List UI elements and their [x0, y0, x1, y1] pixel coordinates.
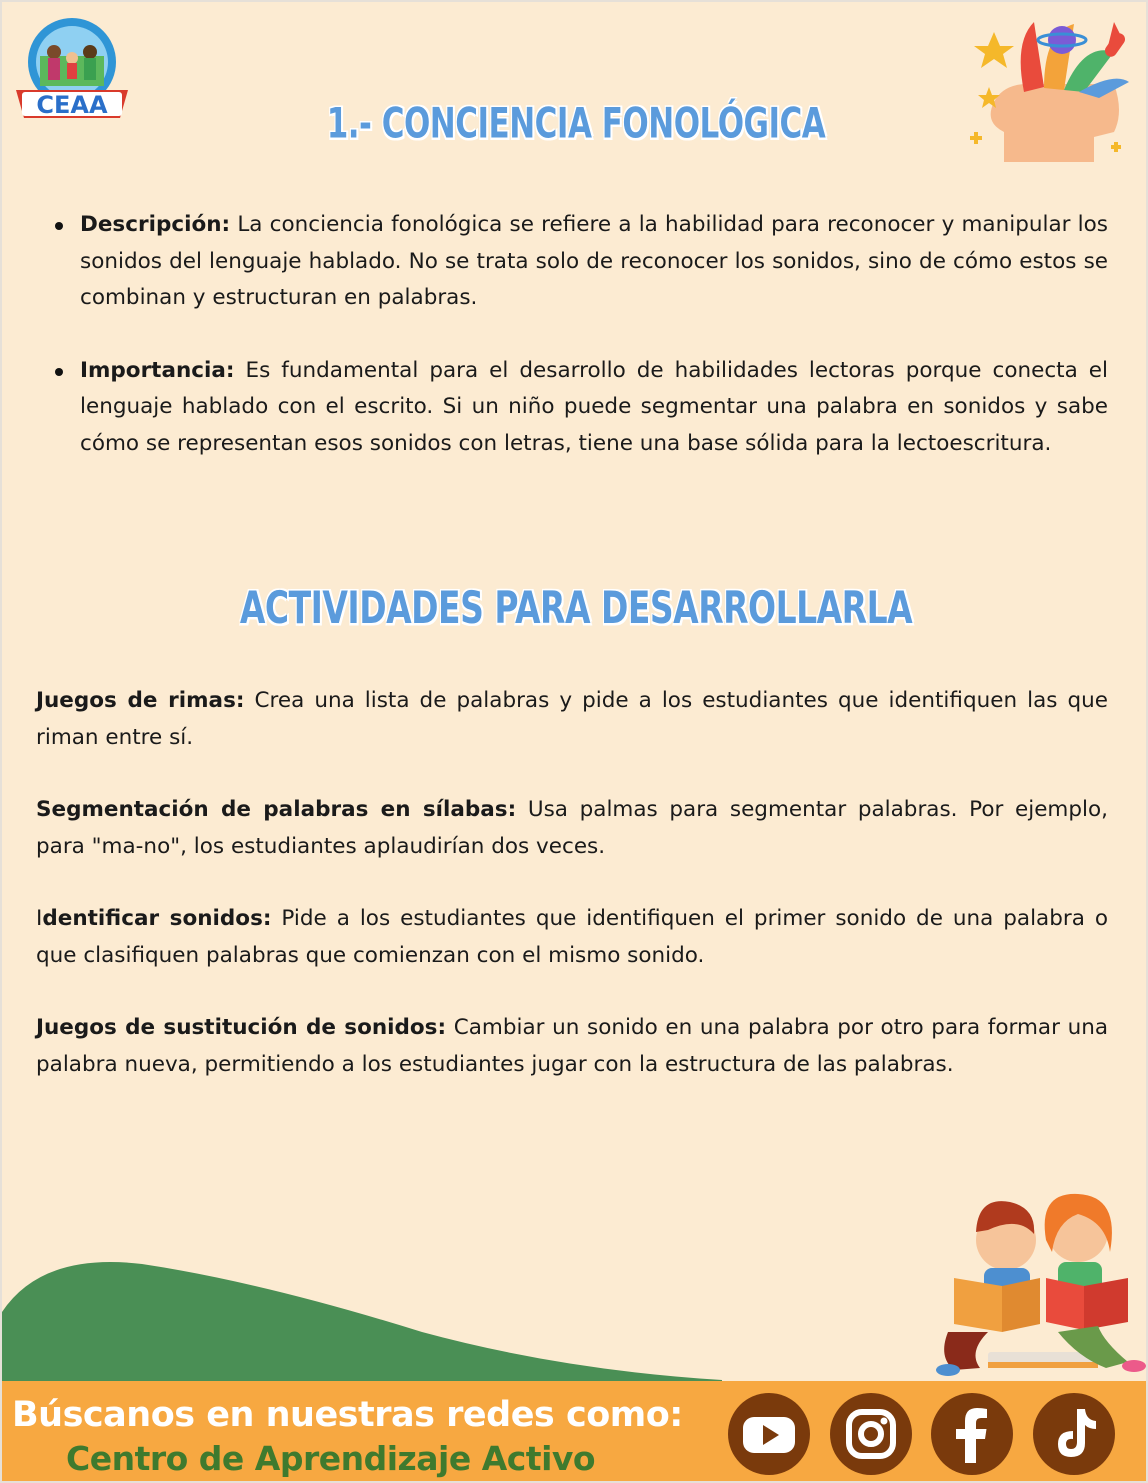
- green-hill-decoration: [2, 1252, 722, 1382]
- activity-rhymes: [36, 683, 1108, 756]
- activity-text: Pide a los estudiantes que identifiquen el primer sonido de una palabra o que clasifiquen palabras que comienzan con el mismo sonido.: [36, 906, 1108, 968]
- facebook-icon[interactable]: [931, 1393, 1013, 1475]
- bullet-text: Es fundamental para el desarrollo de habilidades lectoras porque conecta el lenguaje hablado con el escrito. Si un niño puede segmentar una palabra en sonidos y sabe cómo se representan esos sonidos con letras, tiene una base sólida para la lectoescritura.: [80, 357, 1108, 456]
- logo-text: CEAA: [36, 91, 108, 119]
- info-bullet-list: [52, 207, 1108, 498]
- footer-tagline: Búscanos en nuestras redes como:: [12, 1395, 683, 1435]
- bullet-description: [52, 207, 1108, 317]
- activity-identify-sounds: [36, 901, 1108, 974]
- activity-text: Cambiar un sonido en una palabra por otro para formar una palabra nueva, permitiendo a los estudiantes jugar con la estructura de las palabras.: [36, 1015, 1108, 1077]
- activities-title: ACTIVIDADES PARA DESARROLLARLA: [239, 581, 913, 634]
- activity-label: Juegos de sustitución de sonidos:: [36, 1015, 447, 1040]
- bullet-text: La conciencia fonológica se refiere a la habilidad para reconocer y manipular los sonidos del lenguaje hablado. No se trata solo de reconocer los sonidos, sino de cómo estos se combinan y estructuran en palabras.: [80, 212, 1108, 310]
- activity-syllables: [36, 792, 1108, 865]
- activities-list: [36, 683, 1108, 1119]
- tiktok-icon[interactable]: [1033, 1393, 1115, 1475]
- section-title: 1.- CONCIENCIA FONOLÓGICA: [326, 99, 826, 149]
- activity-label: Juegos de rimas:: [36, 688, 245, 713]
- footer-brand-name: Centro de Aprendizaje Activo: [66, 1439, 596, 1478]
- footer-bar: [2, 1381, 1148, 1483]
- activity-text: Usa palmas para segmentar palabras. Por ejemplo, para "ma-no", los estudiantes aplaudirían dos veces.: [36, 797, 1108, 859]
- bullet-label: Descripción:: [80, 212, 231, 237]
- bullet-importance: [52, 353, 1108, 463]
- bullet-label: Importancia:: [80, 357, 235, 383]
- activity-substitution: [36, 1010, 1108, 1083]
- youtube-icon[interactable]: [728, 1393, 810, 1475]
- activity-label: Segmentación de palabras en sílabas:: [36, 797, 517, 822]
- activity-text: Crea una lista de palabras y pide a los estudiantes que identifiquen las que riman entre sí.: [36, 688, 1108, 750]
- instagram-icon[interactable]: [830, 1393, 912, 1475]
- kids-reading-illustration: [928, 1182, 1148, 1382]
- activity-lead: I: [36, 906, 43, 931]
- activity-label: dentificar sonidos:: [42, 906, 272, 931]
